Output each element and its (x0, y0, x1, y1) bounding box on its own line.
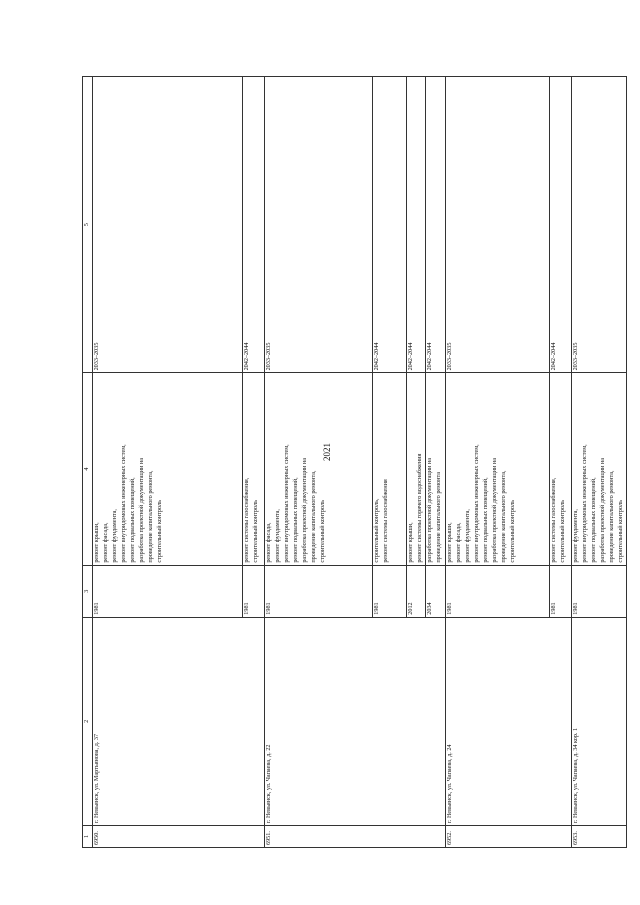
year-cell: 2012 (407, 565, 426, 617)
works-cell (425, 373, 445, 565)
work-item: проведение капитального ремонта, (607, 470, 615, 563)
year-cell: 1981 (549, 565, 571, 617)
table-row (265, 77, 373, 848)
works-cell (373, 373, 407, 565)
table-header-row (83, 77, 93, 848)
works-cell (265, 373, 373, 565)
work-item: разработка проектной документации на (300, 458, 308, 563)
work-item: ремонт системы газоснабжения, (549, 477, 557, 563)
period-cell: 2042–2044 (549, 77, 571, 373)
works-cell (243, 373, 265, 565)
address-cell: г. Невьянск, ул. Чапаева, д. 34 кор. 1 (571, 617, 626, 825)
works-cell (407, 373, 426, 565)
period-cell: 2033–2035 (93, 77, 243, 373)
work-item: разработка проектной документации на (137, 458, 145, 563)
work-item: строительный контроль (558, 500, 566, 563)
table-row (93, 77, 243, 848)
year-cell: 1981 (373, 565, 407, 617)
year-cell: 1981 (445, 565, 549, 617)
work-item: строительный контроль (508, 500, 516, 563)
rotated-page (82, 76, 624, 848)
table-row (445, 77, 549, 848)
address-cell: г. Невьянск, ул. Чапаева, д. 24 (445, 617, 571, 825)
work-item: ремонт фундамента, (110, 509, 118, 563)
work-item: ремонт внутридомовых инженерных систем, (580, 444, 588, 563)
repair-schedule-table (82, 76, 627, 848)
work-item: ремонт внутридомовых инженерных систем, (119, 444, 127, 563)
work-item: ремонт фасада, (101, 522, 109, 563)
address-cell: г. Невьянск, ул. Мартьянова, д. 37 (93, 617, 265, 825)
period-cell: 2033–2035 (265, 77, 373, 373)
year-cell: 2034 (425, 565, 445, 617)
address-cell: г. Невьянск, ул. Чапаева, д. 22 (265, 617, 446, 825)
works-cell (571, 373, 626, 565)
work-item: строительный контроль, (373, 498, 380, 563)
work-item: ремонт подвальных помещений, (481, 477, 489, 563)
header-col-1: 1 (83, 825, 93, 847)
year-cell: 1981 (571, 565, 626, 617)
work-item: разработка проектной документации на (490, 458, 498, 563)
works-cell (445, 373, 549, 565)
work-item: ремонт системы газоснабжения (381, 479, 389, 563)
work-item: проведение капитального ремонта, (309, 470, 317, 563)
year-cell: 1981 (243, 565, 265, 617)
header-col-4: 4 (83, 373, 93, 565)
work-item: строительный контроль (616, 500, 624, 563)
works-cell (549, 373, 571, 565)
work-item: ремонт фасада, (454, 522, 462, 563)
row-number: 6952. (445, 825, 571, 847)
work-item: строительный контроль (155, 500, 163, 563)
work-item: строительный контроль (318, 500, 326, 563)
row-number: 6951. (265, 825, 446, 847)
page-number: 2021 (322, 443, 332, 461)
work-item: ремонт системы газоснабжения, (243, 477, 250, 563)
work-item: ремонт подвальных помещений, (128, 477, 136, 563)
work-item: ремонт фундамента, (463, 509, 471, 563)
period-cell: 2042–2044 (243, 77, 265, 373)
work-item: ремонт крыши, (445, 522, 453, 563)
period-cell: 2033–2035 (445, 77, 549, 373)
work-item: проведение капитального ремонта, (146, 470, 154, 563)
work-item: ремонт фасада, (265, 522, 272, 563)
work-item: ремонт подвальных помещений, (589, 477, 597, 563)
work-item: разработка проектной документации на (598, 458, 606, 563)
work-item: ремонт крыши, (407, 522, 414, 563)
header-col-2: 2 (83, 617, 93, 825)
period-cell: 2042–2044 (407, 77, 426, 373)
works-cell (93, 373, 243, 565)
work-item: ремонт внутридомовых инженерных систем, (472, 444, 480, 563)
period-cell: 2042–2044 (373, 77, 407, 373)
year-cell: 1981 (265, 565, 373, 617)
work-item: проведение капитального ремонта (434, 471, 442, 563)
work-item: ремонт фундамента, (571, 509, 579, 563)
period-cell: 2033–2035 (571, 77, 626, 373)
header-col-5: 5 (83, 77, 93, 373)
period-cell: 2042–2044 (425, 77, 445, 373)
table-row (571, 77, 626, 848)
work-item: ремонт фундамента, (273, 509, 281, 563)
work-item: строительный контроль (251, 500, 259, 563)
row-number: 6950. (93, 825, 265, 847)
work-item: ремонт крыши, (93, 522, 100, 563)
work-item: проведение капитального ремонта, (499, 470, 507, 563)
work-item: ремонт системы горячего водоснабжения (415, 453, 423, 563)
year-cell: 1981 (93, 565, 243, 617)
work-item: ремонт подвальных помещений, (291, 477, 299, 563)
work-item: ремонт внутридомовых инженерных систем, (282, 444, 290, 563)
work-item: разработка проектной документации на (425, 458, 433, 563)
header-col-3: 3 (83, 565, 93, 617)
row-number: 6953. (571, 825, 626, 847)
